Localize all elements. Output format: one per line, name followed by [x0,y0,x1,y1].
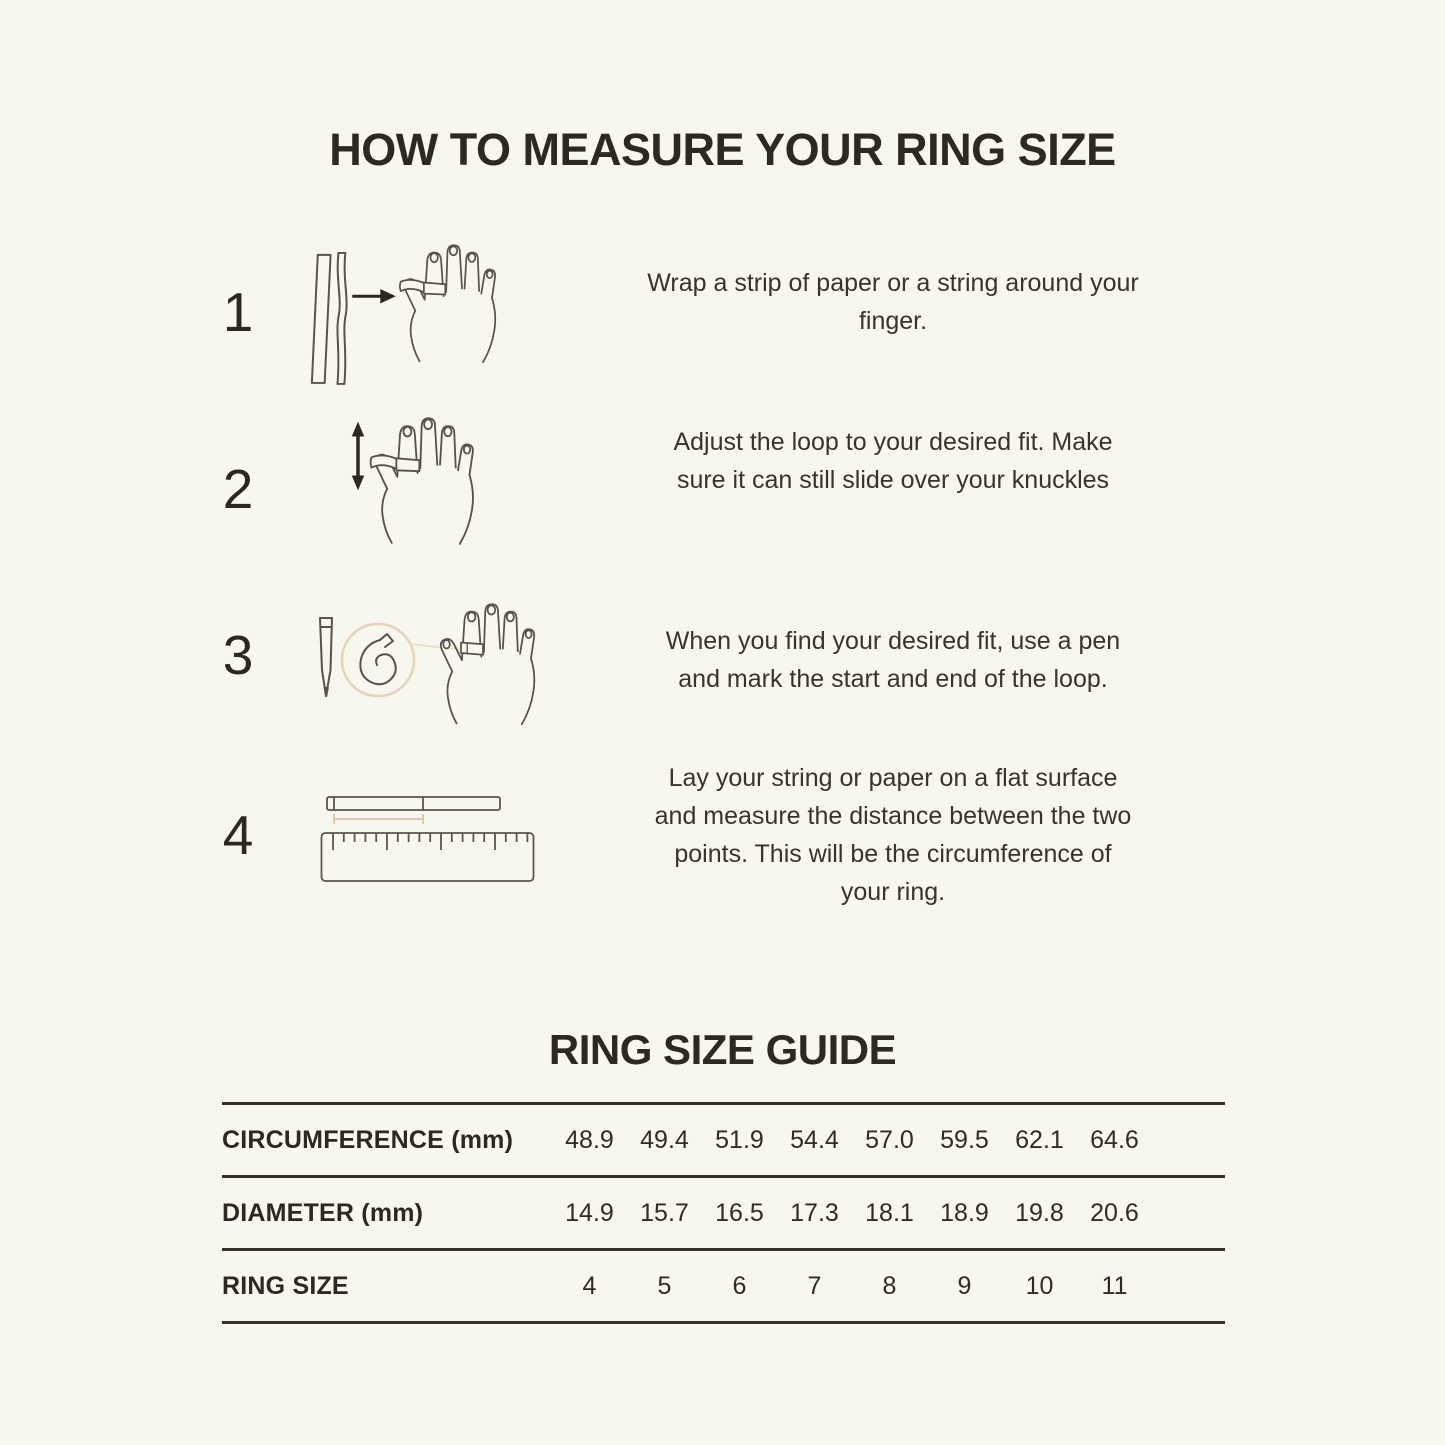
paper-strip-icon [312,255,331,383]
circumference-value: 51.9 [715,1125,764,1154]
circumference-value: 57.0 [865,1125,914,1154]
step3-illustration [310,598,536,726]
step3-text-line2: and mark the start and end of the loop. [678,665,1108,693]
string-icon [337,253,346,384]
step2-illustration [348,412,478,552]
table-row-diameter [222,1175,1225,1248]
paper-strip-flat-icon [327,797,500,810]
hand-icon [404,245,495,362]
step4-text [593,759,1193,911]
row-label-diameter: DIAMETER (mm) [222,1198,424,1227]
paper-loop-icon [360,634,395,684]
step4-text-line1: Lay your string or paper on a flat surface [668,764,1118,792]
ring-size-value: 11 [1101,1271,1128,1300]
step1-text-line1: Wrap a strip of paper or a string around your [647,269,1139,297]
ring-size-value: 7 [807,1271,822,1300]
diameter-value: 19.8 [1015,1198,1064,1227]
page-title: HOW TO MEASURE YOUR RING SIZE [329,124,1116,175]
step4-text-line2: and measure the distance between the two [654,802,1132,830]
diameter-value: 17.3 [790,1198,839,1227]
step3-number: 3 [222,624,254,686]
step2-text-line1: Adjust the loop to your desired fit. Make [673,428,1113,456]
circumference-value: 62.1 [1015,1125,1064,1154]
table-row-circumference [222,1102,1225,1175]
step3-text-line1: When you find your desired fit, use a pen [665,627,1121,655]
diameter-value: 16.5 [715,1198,764,1227]
paper-band-icon [461,642,483,654]
step4-number: 4 [222,804,254,866]
ring-size-table [222,1102,1225,1324]
ring-size-value: 8 [882,1271,897,1300]
table-row-ring-size [222,1248,1225,1321]
step4-text-line4: your ring. [840,878,946,906]
pen-icon [320,618,332,696]
circumference-value: 49.4 [640,1125,689,1154]
ring-size-value: 9 [957,1271,972,1300]
step1-illustration [303,240,500,388]
circumference-value: 64.6 [1090,1125,1139,1154]
step1-text-line2: finger. [858,307,928,335]
ring-size-value: 10 [1025,1271,1054,1300]
adjust-arrow-icon [353,423,364,489]
step1-text [593,264,1193,340]
step3-text [593,622,1193,698]
ring-size-value: 6 [732,1271,747,1300]
diameter-value: 20.6 [1090,1198,1139,1227]
diameter-value: 18.9 [940,1198,989,1227]
ruler-icon [322,833,534,881]
diameter-value: 14.9 [565,1198,614,1227]
step2-text [593,423,1193,499]
arrow-right-icon [352,290,394,303]
measure-span-line [334,814,423,824]
step2-text-line2: sure it can still slide over your knuckles [676,466,1110,494]
hand-icon [441,604,535,724]
circumference-value: 59.5 [940,1125,989,1154]
diameter-value: 18.1 [865,1198,914,1227]
ring-size-value: 5 [657,1271,672,1300]
hand-icon [375,418,473,544]
step2-number: 2 [222,458,254,520]
step4-illustration [320,792,540,888]
diameter-value: 15.7 [640,1198,689,1227]
circumference-value: 54.4 [790,1125,839,1154]
ring-size-value: 4 [582,1271,597,1300]
size-guide-title: RING SIZE GUIDE [548,1026,897,1073]
circumference-value: 48.9 [565,1125,614,1154]
step4-text-line3: points. This will be the circumference of [674,840,1112,868]
row-label-circumference: CIRCUMFERENCE (mm) [222,1125,514,1154]
row-label-ring-size: RING SIZE [222,1271,349,1300]
step1-number: 1 [222,281,254,343]
